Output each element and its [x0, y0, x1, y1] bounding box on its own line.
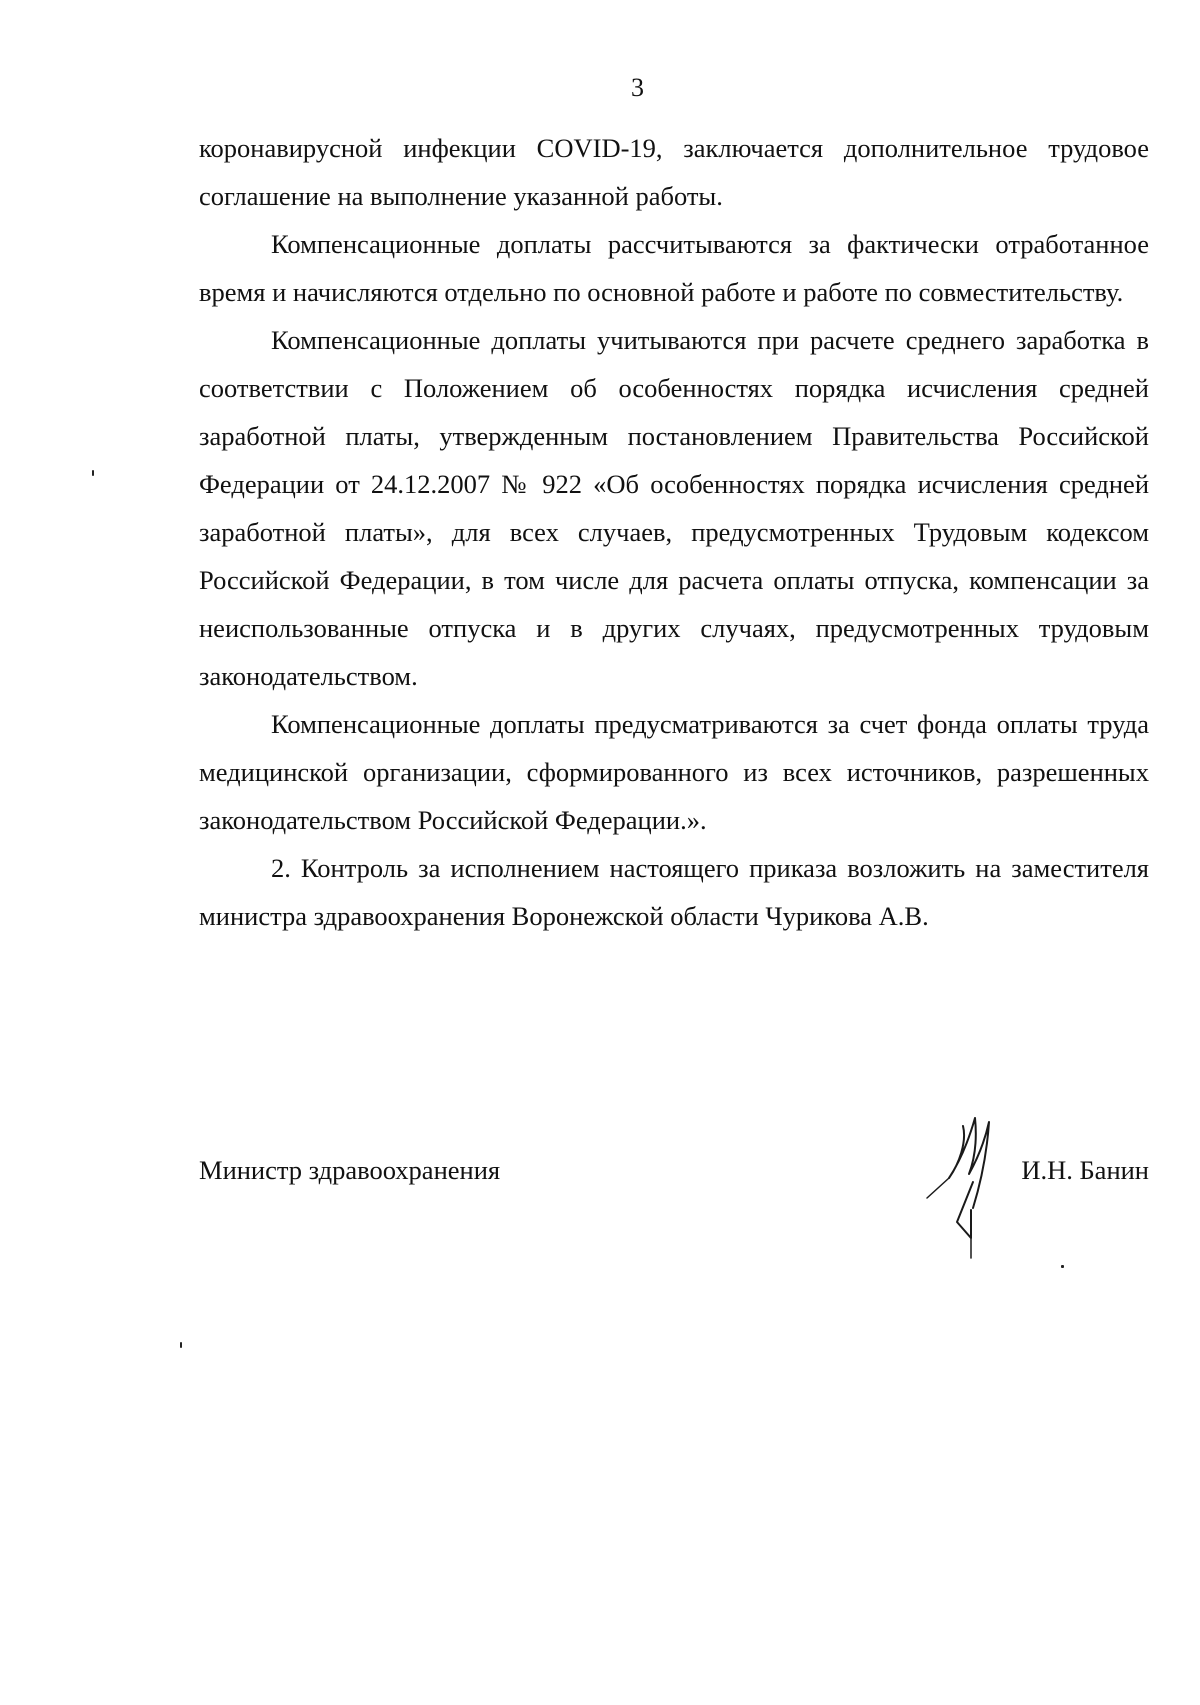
document-body [199, 124, 1149, 940]
paragraph-4: Компенсационные доплаты предусматриваются за счет фонда оплаты труда медицинской организации, сформированного из всех источников, разрешенных законодательством Российской Федерации.». [199, 709, 1149, 835]
page-number: 3 [631, 73, 644, 102]
paragraph-2: Компенсационные доплаты рассчитываются за фактически отработанное время и начисляются отдельно по основной работе и работе по совместительству. [199, 229, 1149, 307]
paragraph-3: Компенсационные доплаты учитываются при расчете среднего заработка в соответствии с Положением об особенностях порядка исчисления средней заработной платы, утвержденным постановлением Правительства Российской Федерации от 24.12.2007 № 922 «Об особенностях порядка исчисления средней заработной платы», для всех случаев, предусмотренных Трудовым кодексом Российской Федерации, в том числе для расчета оплаты отпуска, компенсации за неиспользованные отпуска и в других случаях, предусмотренных трудовым законодательством. [199, 325, 1149, 691]
scan-speck [92, 470, 94, 476]
paragraph-1: коронавирусной инфекции COVID-19, заключается дополнительное трудовое соглашение на выполнение указанной работы. [199, 133, 1149, 211]
scan-speck [1061, 1265, 1064, 1268]
paragraph-5: 2. Контроль за исполнением настоящего приказа возложить на заместителя министра здравоохранения Воронежской области Чурикова А.В. [199, 853, 1149, 931]
signatory-title: Министр здравоохранения [199, 1155, 501, 1185]
signature-block [199, 1150, 1149, 1270]
scan-speck [180, 1342, 182, 1348]
handwritten-signature [919, 1112, 1009, 1262]
signatory-name: И.Н. Банин [1021, 1155, 1149, 1185]
